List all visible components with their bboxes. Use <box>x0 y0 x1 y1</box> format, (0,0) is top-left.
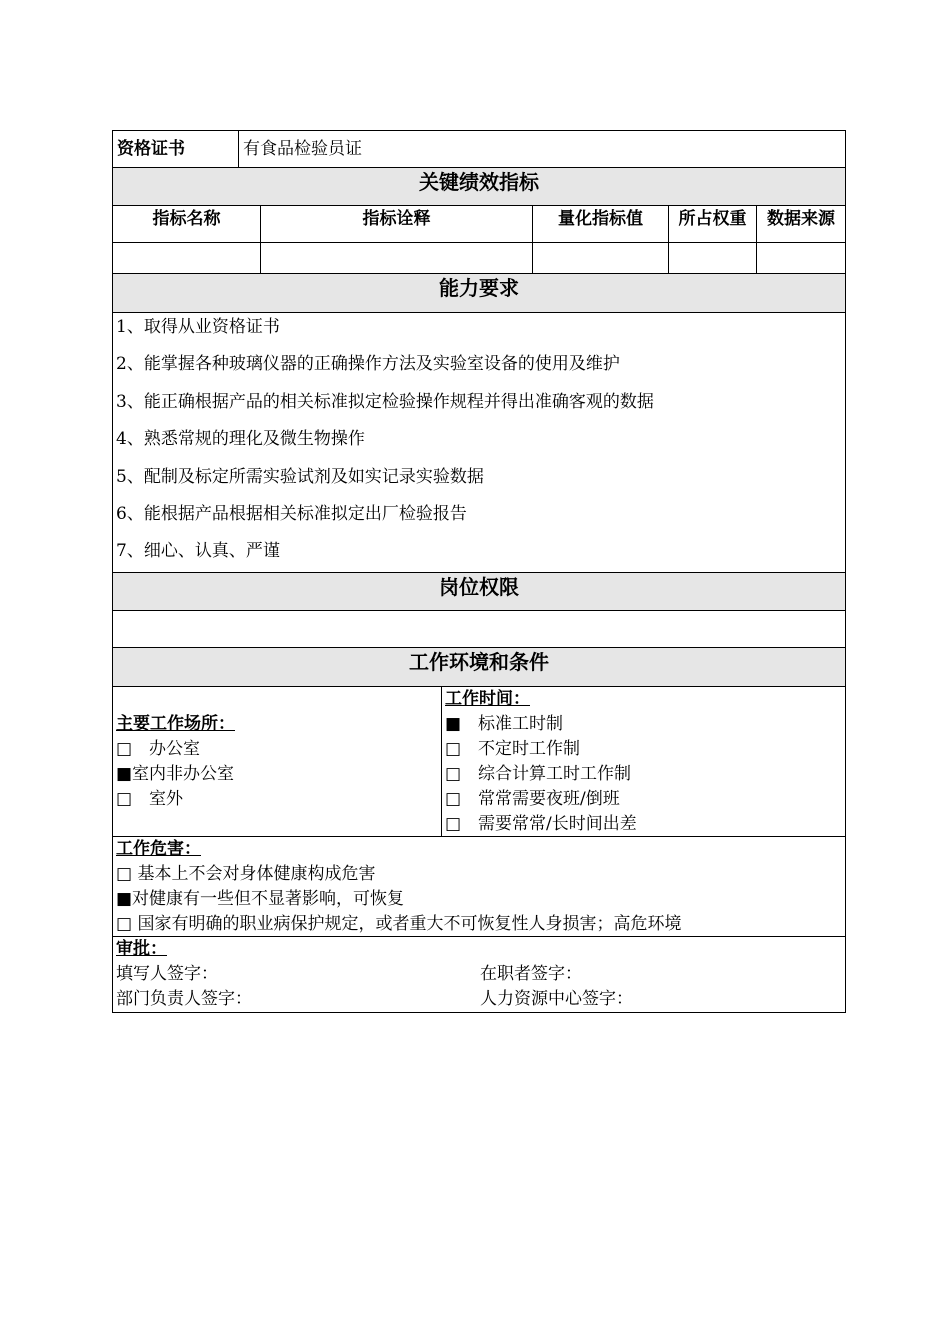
kpi-empty-row <box>112 243 846 274</box>
job-description-table <box>112 130 846 1013</box>
hr-signature: 人力资源中心签字： <box>480 989 633 1009</box>
filler-signature: 填写人签字： <box>116 964 218 984</box>
work-time-option: ■ 标准工时制 <box>445 714 564 734</box>
ability-item: 4、熟悉常规的理化及微生物操作 <box>116 429 365 450</box>
authority-empty-row <box>112 611 846 648</box>
approval-row <box>112 937 846 1013</box>
kpi-col-weight: 所占权重 <box>668 206 756 242</box>
kpi-cell <box>260 243 532 273</box>
hazard-row <box>112 837 846 937</box>
certificate-row <box>112 130 846 168</box>
certificate-label: 资格证书 <box>117 139 185 159</box>
work-time-option: □ 需要常常/长时间出差 <box>445 814 637 834</box>
approval-label: 审批： <box>116 939 167 959</box>
environment-section-title: 工作环境和条件 <box>112 648 846 687</box>
ability-item: 1、取得从业资格证书 <box>116 317 280 337</box>
kpi-cell <box>756 243 845 273</box>
work-time-option: □ 不定时工作制 <box>445 739 581 759</box>
work-place-option: □ 办公室 <box>116 739 201 759</box>
ability-item: 5、配制及标定所需实验试剂及如实记录实验数据 <box>116 466 484 487</box>
kpi-cell <box>668 243 756 273</box>
work-time-option: □ 常常需要夜班/倒班 <box>445 789 620 809</box>
kpi-header-row <box>112 206 846 243</box>
work-time-label: 工作时间： <box>445 689 530 709</box>
ability-item: 7、细心、认真、严谨 <box>116 541 280 562</box>
hazard-option: □ 国家有明确的职业病保护规定，或者重大不可恢复性人身损害；高危环境 <box>116 914 682 934</box>
work-place-label: 主要工作场所： <box>116 714 235 734</box>
hazard-label: 工作危害： <box>116 839 201 859</box>
ability-item: 2、能掌握各种玻璃仪器的正确操作方法及实验室设备的使用及维护 <box>116 354 620 375</box>
kpi-col-source: 数据来源 <box>756 206 845 242</box>
ability-list <box>112 313 846 573</box>
kpi-cell <box>532 243 668 273</box>
environment-row <box>112 687 846 837</box>
work-time-cell <box>441 687 845 836</box>
kpi-col-explanation: 指标诠释 <box>260 206 532 242</box>
incumbent-signature: 在职者签字： <box>480 964 582 984</box>
kpi-cell <box>113 243 260 273</box>
work-place-option: ■室内非办公室 <box>116 764 235 784</box>
kpi-section-title: 关键绩效指标 <box>112 168 846 206</box>
certificate-value: 有食品检验员证 <box>238 131 845 167</box>
work-place-cell <box>113 687 441 836</box>
work-time-option: □ 综合计算工时工作制 <box>445 764 632 784</box>
authority-section-title: 岗位权限 <box>112 573 846 611</box>
kpi-col-name: 指标名称 <box>152 209 221 229</box>
hazard-option: ■对健康有一些但不显著影响，可恢复 <box>116 889 405 909</box>
hazard-option: □ 基本上不会对身体健康构成危害 <box>116 864 376 884</box>
ability-item: 6、能根据产品根据相关标准拟定出厂检验报告 <box>116 503 467 524</box>
work-place-option: □ 室外 <box>116 789 184 809</box>
ability-section-title: 能力要求 <box>112 274 846 313</box>
kpi-col-target: 量化指标值 <box>532 206 668 242</box>
dept-head-signature: 部门负责人签字： <box>116 989 252 1009</box>
ability-item: 3、能正确根据产品的相关标准拟定检验操作规程并得出准确客观的数据 <box>116 391 654 412</box>
